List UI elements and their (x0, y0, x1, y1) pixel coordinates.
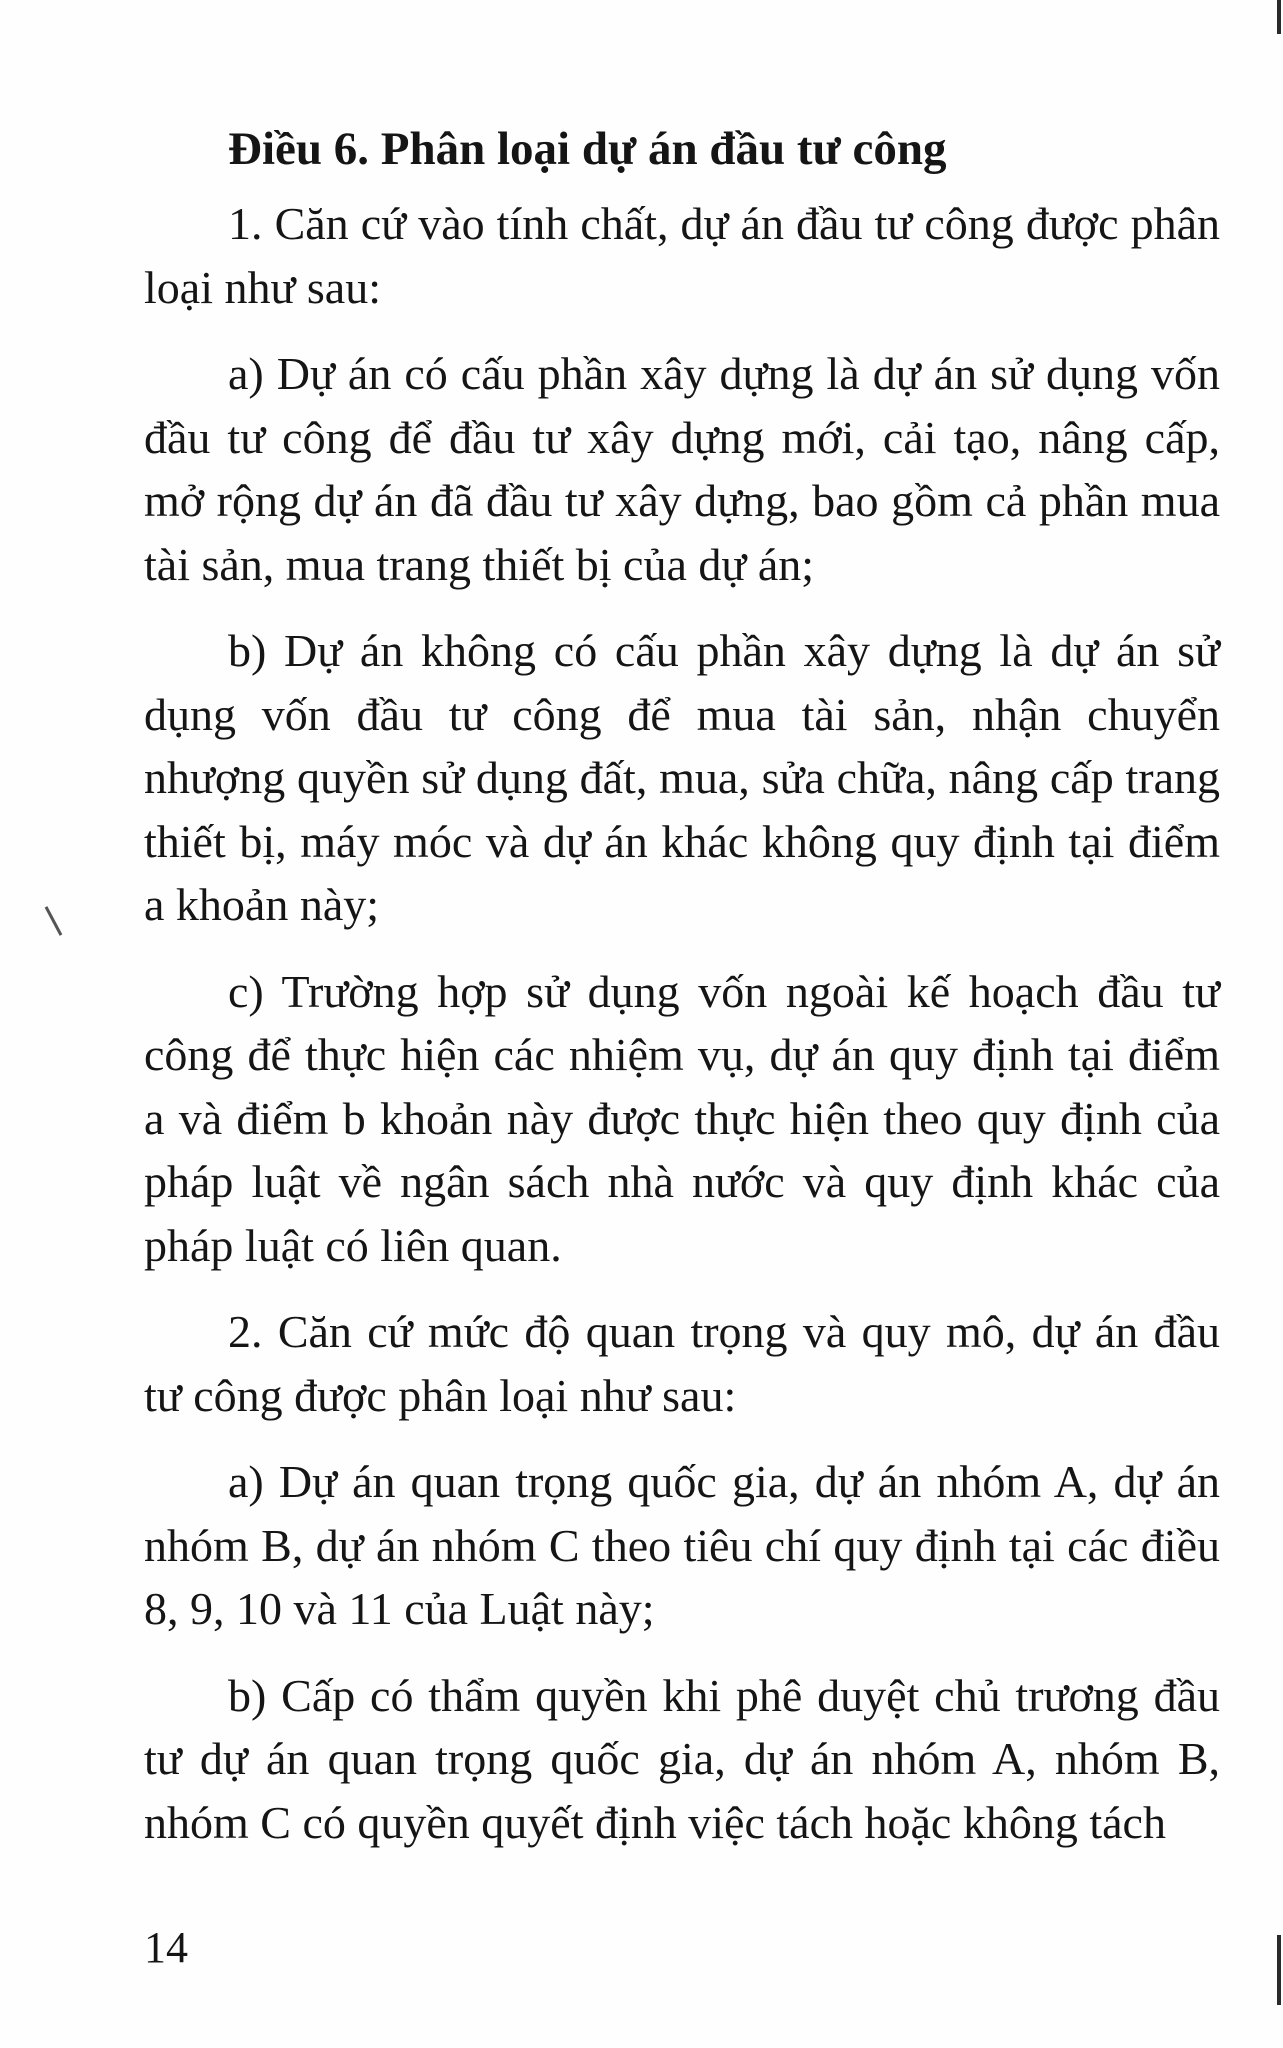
stray-pen-mark (45, 906, 63, 936)
clause-2-point-a: a) Dự án quan trọng quốc gia, dự án nhóm A, dự án nhóm B, dự án nhóm C theo tiêu chí quy định tại các điều 8, 9, 10 và 11 của Luật này; (144, 1456, 1220, 1634)
article-section (144, 118, 1220, 1877)
clause-1-point-a: a) Dự án có cấu phần xây dựng là dự án sử dụng vốn đầu tư công để đầu tư xây dựng mới, cải tạo, nâng cấp, mở rộng dự án đã đầu tư xây dựng, bao gồm cả phần mua tài sản, mua trang thiết bị của dự án; (144, 348, 1220, 590)
clause-2-intro: 2. Căn cứ mức độ quan trọng và quy mô, dự án đầu tư công được phân loại như sau: (144, 1306, 1220, 1421)
page-number: 14 (144, 1923, 188, 1972)
clause-1-point-c: c) Trường hợp sử dụng vốn ngoài kế hoạch đầu tư công để thực hiện các nhiệm vụ, dự án quy định tại điểm a và điểm b khoản này được thực hiện theo quy định của pháp luật về ngân sách nhà nước và quy định khác của pháp luật có liên quan. (144, 965, 1220, 1271)
article-heading: Điều 6. Phân loại dự án đầu tư công (228, 123, 947, 175)
page-edge-mark (1277, 0, 1281, 34)
clause-1-point-b: b) Dự án không có cấu phần xây dựng là dự án sử dụng vốn đầu tư công để mua tài sản, nhận chuyển nhượng quyền sử dụng đất, mua, sửa chữa, nâng cấp trang thiết bị, máy móc và dự án khác không quy định tại điểm a khoản này; (144, 625, 1220, 930)
clause-2-point-b: b) Cấp có thẩm quyền khi phê duyệt chủ trương đầu tư dự án quan trọng quốc gia, dự án nhóm A, nhóm B, nhóm C có quyền quyết định việc tách hoặc không tách (144, 1669, 1220, 1848)
clause-1-intro: 1. Căn cứ vào tính chất, dự án đầu tư công được phân loại như sau: (144, 198, 1220, 313)
page-edge-mark-bottom (1277, 1935, 1281, 2005)
